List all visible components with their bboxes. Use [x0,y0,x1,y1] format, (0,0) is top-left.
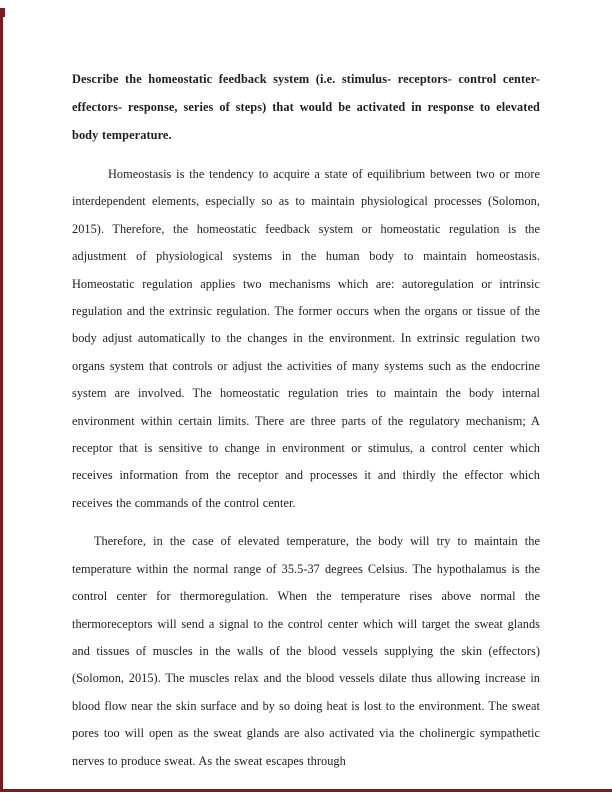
page-edge-artifact-left [0,8,3,792]
question-heading: Describe the homeostatic feedback system (i.e. stimulus- receptors- control center- effectors- response, series of steps) that would be activated in response to elevated body temperature. [72,72,540,142]
document-body [72,65,540,786]
paragraph-homeostasis-definition: Homeostasis is the tendency to acquire a state of equilibrium between two or more interdependent elements, especially so as to maintain physiological processes (Solomon, 2015). Therefore, the homeostatic feedback system or homeostatic regulation is the adjustment of physiological systems in the human body to maintain homeostasis. Homeostatic regulation applies two mechanisms which are: autoregulation or intrinsic regulation and the extrinsic regulation. The former occurs when the organs or tissue of the body adjust automatically to the changes in the environment. In extrinsic regulation two organs system that controls or adjust the activities of many systems such as the endocrine system are involved. The homeostatic regulation tries to maintain the body internal environment within certain limits. There are three parts of the regulatory mechanism; A receptor that is sensitive to change in environment or stimulus, a control center which receives information from the receptor and processes it and thirdly the effector which receives the commands of the control center. [72,167,540,510]
paragraph-elevated-temperature-response: Therefore, in the case of elevated temperature, the body will try to maintain the temperature within the normal range of 35.5-37 degrees Celsius. The hypothalamus is the control center for thermoregulation. When the temperature rises above normal the thermoreceptors will send a signal to the control center which will target the sweat glands and tissues of muscles in the walls of the blood vessels supplying the skin (effectors) (Solomon, 2015). The muscles relax and the blood vessels dilate thus allowing increase in blood flow near the skin surface and by so doing heat is lost to the environment. The sweat pores too will open as the sweat glands are also activated via the cholinergic sympathetic nerves to produce sweat. As the sweat escapes through [72,534,540,768]
page-edge-artifact-left-cap [0,8,5,17]
